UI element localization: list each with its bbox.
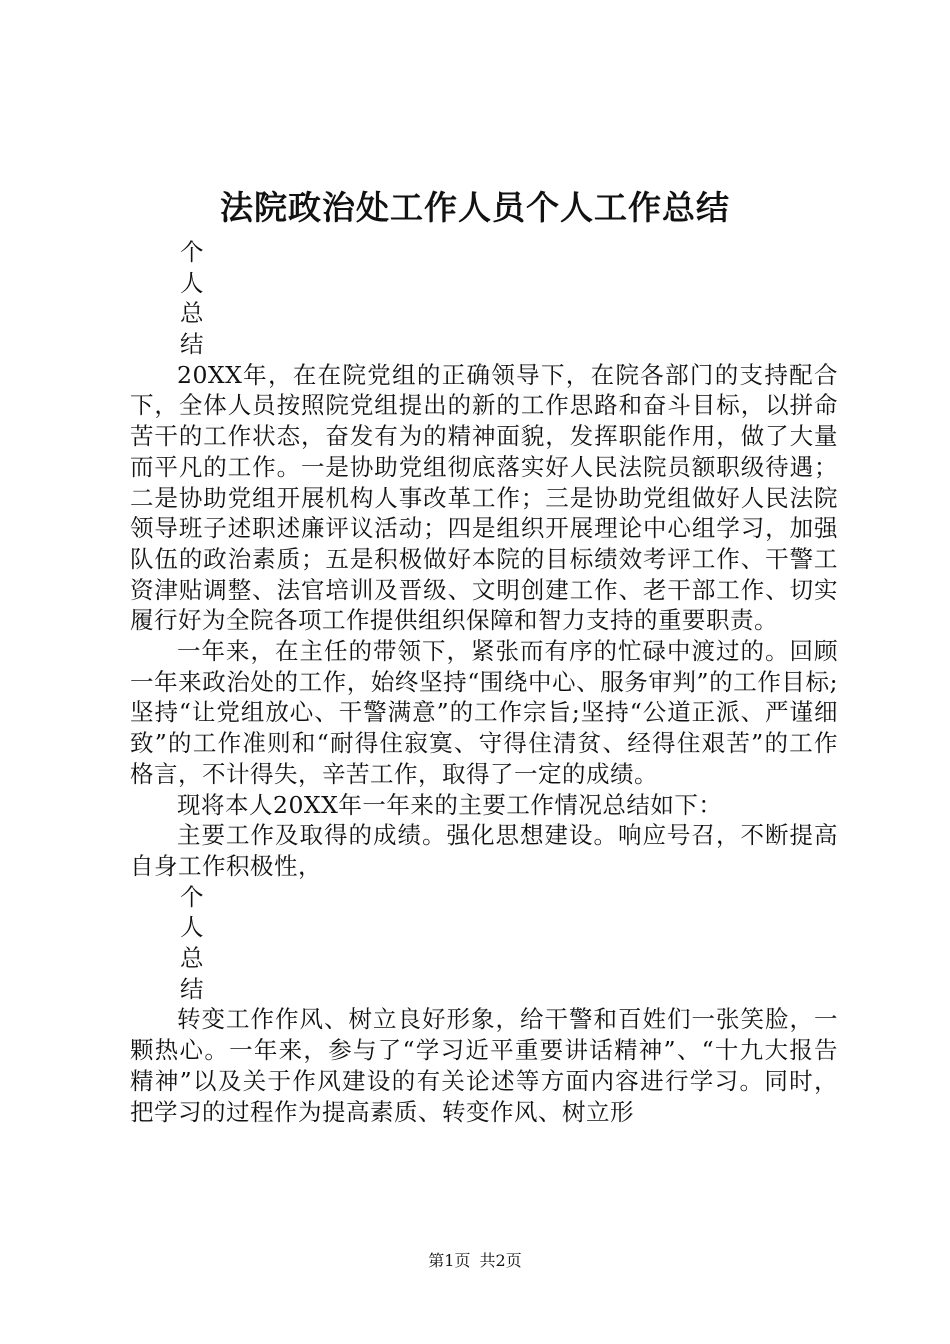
- vertical-label-personal-summary: [130, 237, 838, 360]
- vertical-label-char: 人: [180, 268, 204, 297]
- page-footer: [0, 1250, 950, 1272]
- page-number-current: 第1页: [428, 1251, 471, 1270]
- vertical-label-personal-summary: [130, 882, 838, 1005]
- page-number-total: 共2页: [479, 1251, 522, 1270]
- paragraph: 主要工作及取得的成绩。强化思想建设。响应号召，不断提高自身工作积极性，: [130, 821, 838, 880]
- vertical-label-char: 个: [180, 238, 204, 266]
- vertical-label-char: 总: [180, 944, 204, 973]
- paragraph: 20XX年，在在院党组的正确领导下，在院各部门的支持配合下，全体人员按照院党组提出的新的工作思路和奋斗目标，以拼命苦干的工作状态，奋发有为的精神面貌，发挥职能作用，做了大量而平凡的工作。一是协助党组彻底落实好人民法院员额职级待遇；二是协助党组开展机构人事改革工作；三是协助党组做好人民法院领导班子述职述廉评议活动；四是组织开展理论中心组学习，加强队伍的政治素质；五是积极做好本院的目标绩效考评工作、干警工资津贴调整、法官培训及晋级、文明创建工作、老干部工作、切实履行好为全院各项工作提供组织保障和智力支持的重要职责。: [130, 360, 838, 635]
- paragraph: 现将本人20XX年一年来的主要工作情况总结如下：: [177, 790, 723, 819]
- vertical-label-char: 结: [180, 330, 204, 359]
- vertical-label-char: 结: [180, 974, 204, 1003]
- paragraph: 一年来，在主任的带领下，紧张而有序的忙碌中渡过的。回顾一年来政治处的工作，始终坚持“围绕中心、服务审判”的工作目标;坚持“让党组放心、干警满意”的工作宗旨;坚持“公道正派、严谨细致”的工作准则和“耐得住寂寞、守得住清贫、经得住艰苦”的工作格言，不计得失，辛苦工作，取得了一定的成绩。: [130, 637, 838, 788]
- vertical-label-char: 个: [180, 882, 204, 911]
- vertical-label-char: 人: [180, 913, 204, 942]
- document-body: [130, 237, 838, 1127]
- paragraph: 转变工作作风、树立良好形象，给干警和百姓们一张笑脸，一颗热心。一年来，参与了“学习近平重要讲话精神”、“十九大报告精神”以及关于作风建设的有关论述等方面内容进行学习。同时，把学习的过程作为提高素质、转变作风、树立形: [130, 1005, 838, 1126]
- vertical-label-char: 总: [180, 299, 204, 328]
- document-title: 法院政治处工作人员个人工作总结: [220, 188, 730, 227]
